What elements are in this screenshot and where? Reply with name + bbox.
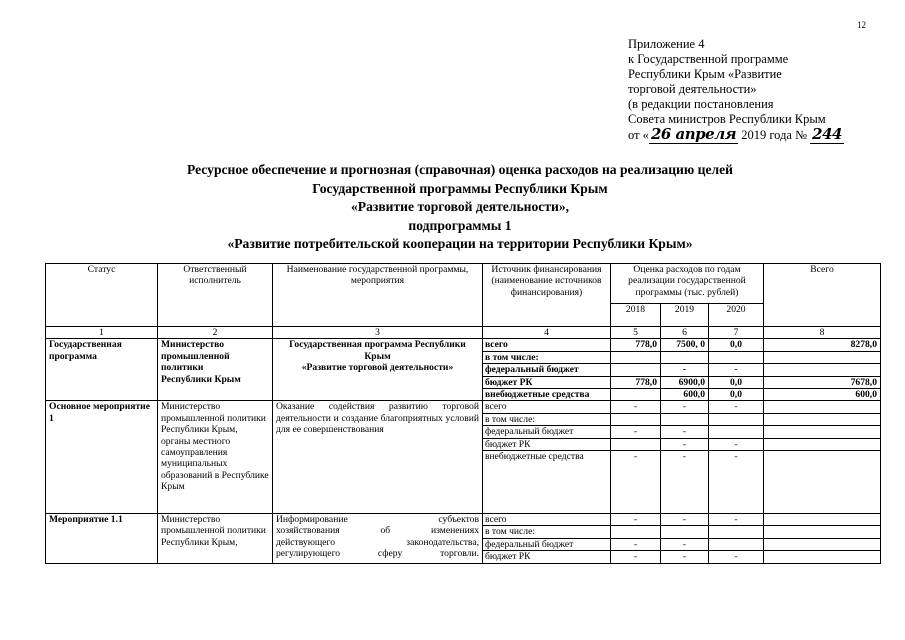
cell-total	[764, 514, 881, 526]
activity-name-line	[276, 514, 479, 525]
row-executor: Министерство промышленной политики Республики Крым, органы местного самоуправления муниципальных образований в Республике Крым	[158, 401, 273, 514]
cell-total	[764, 538, 881, 550]
cell-2019	[661, 526, 709, 538]
appendix-note	[628, 37, 844, 143]
word: хозяйствования	[276, 525, 340, 537]
cell-total	[764, 438, 881, 450]
header-executor: Ответственный исполнитель	[158, 264, 273, 327]
cell-2020: -	[709, 451, 764, 514]
title-line: Государственной программы Республики Крым	[312, 180, 608, 196]
row-source: бюджет РК	[483, 438, 611, 450]
row-source: федеральный бюджет	[483, 538, 611, 550]
cell-2019: -	[661, 401, 709, 413]
header-total: Всего	[764, 264, 881, 327]
cell-2019: 6900,0	[661, 376, 709, 388]
cell-total	[764, 526, 881, 538]
cell-2020: 0,0	[709, 376, 764, 388]
cell-2019: -	[661, 551, 709, 563]
resource-table	[45, 263, 881, 564]
row-source: всего	[483, 401, 611, 413]
cell-2019: -	[661, 426, 709, 438]
cell-2018	[611, 389, 661, 401]
cell-2020	[709, 426, 764, 438]
row-activity-name: Оказание содействия развитию торговой деятельности и создание благоприятных условий для ее совершенствования	[273, 401, 483, 514]
cell-2018: -	[611, 514, 661, 526]
title-line: подпрограммы 1	[408, 217, 512, 233]
cell-total	[764, 426, 881, 438]
cell-2020: -	[709, 401, 764, 413]
cell-2020	[709, 538, 764, 550]
row-status	[46, 514, 158, 564]
appendix-line: (в редакции постановления	[628, 97, 774, 111]
column-number: 5	[611, 327, 661, 339]
cell-2019: -	[661, 538, 709, 550]
row-source: всего	[483, 514, 611, 526]
row-source: внебюджетные средства	[483, 389, 611, 401]
appendix-line: Приложение 4	[628, 37, 705, 51]
column-number: 2	[158, 327, 273, 339]
cell-2018	[611, 364, 661, 376]
cell-2018	[611, 526, 661, 538]
appendix-line: торговой деятельности»	[628, 82, 757, 96]
title-line: Ресурсное обеспечение и прогнозная (справочная) оценка расходов на реализацию целей	[186, 162, 734, 177]
date-prefix: от «	[628, 128, 649, 142]
activity-name-line	[276, 525, 479, 536]
column-number: 6	[661, 327, 709, 339]
header-year-2018: 2018	[611, 304, 661, 327]
row-executor: Министерство промышленной политики Республики Крым,	[158, 514, 273, 564]
appendix-line: к Государственной программе	[628, 52, 789, 66]
row-source: внебюджетные средства	[483, 451, 611, 514]
cell-2018	[611, 438, 661, 450]
column-number: 3	[273, 327, 483, 339]
cell-2020: 0,0	[709, 339, 764, 351]
cell-2018	[611, 351, 661, 363]
word: об	[380, 525, 391, 537]
cell-2019: -	[661, 438, 709, 450]
column-number: 4	[483, 327, 611, 339]
cell-2020: -	[709, 551, 764, 563]
cell-2018: -	[611, 538, 661, 550]
cell-total	[764, 451, 881, 514]
row-status: Государственная программа	[46, 339, 158, 401]
cell-2019: 7500, 0	[661, 339, 709, 351]
row-source: всего	[483, 339, 611, 351]
header-estimate: Оценка расходов по годам реализации государственной программы (тыс. рублей)	[611, 264, 764, 304]
row-status	[46, 401, 158, 514]
word: Информирование	[276, 514, 348, 526]
cell-total	[764, 364, 881, 376]
title-line: «Развитие торговой деятельности»,	[350, 199, 570, 214]
header-year-2019: 2019	[661, 304, 709, 327]
cell-2018: -	[611, 401, 661, 413]
date-suffix: 2019 года №	[741, 128, 808, 142]
cell-total: 8278,0	[764, 339, 881, 351]
cell-2019: 600,0	[661, 389, 709, 401]
status-text: Основное мероприятие 1	[49, 401, 150, 424]
cell-2020	[709, 526, 764, 538]
column-number: 1	[46, 327, 158, 339]
cell-2020	[709, 351, 764, 363]
word: законодательства,	[406, 536, 479, 548]
activity-name-line	[276, 537, 479, 548]
cell-2019: -	[661, 514, 709, 526]
table-row	[46, 339, 881, 351]
row-program-name	[273, 339, 483, 401]
column-number: 8	[764, 327, 881, 339]
cell-2018: 778,0	[611, 376, 661, 388]
row-source: в том числе:	[483, 351, 611, 363]
row-source: федеральный бюджет	[483, 364, 611, 376]
appendix-line: Республики Крым «Развитие	[628, 67, 782, 81]
row-executor: Министерство промышленной политики Республики Крым	[158, 339, 273, 401]
program-name-line: Государственная программа Республики Крым	[289, 339, 466, 362]
cell-2020: -	[709, 438, 764, 450]
word: действующего	[276, 536, 336, 548]
row-activity-name	[273, 514, 483, 564]
title-line: «Развитие потребительской кооперации на территории Республики Крым»	[227, 236, 693, 251]
document-title	[60, 161, 860, 254]
row-source: в том числе:	[483, 413, 611, 425]
cell-2020: 0,0	[709, 389, 764, 401]
cell-total	[764, 413, 881, 425]
cell-total: 600,0	[764, 389, 881, 401]
cell-2018	[611, 413, 661, 425]
cell-2020	[709, 413, 764, 425]
cell-2018: -	[611, 551, 661, 563]
header-source: Источник финансирования (наименование источников финансирования)	[483, 264, 611, 327]
table-row	[46, 514, 881, 526]
word: торговли.	[440, 548, 479, 560]
row-source: бюджет РК	[483, 551, 611, 563]
header-status: Статус	[46, 264, 158, 327]
program-name-line: «Развитие торговой деятельности»	[301, 362, 454, 374]
column-numbers-row	[46, 327, 881, 339]
cell-total	[764, 401, 881, 413]
row-source: в том числе:	[483, 526, 611, 538]
status-text: Мероприятие 1.1	[49, 514, 123, 526]
word: регулирующего	[276, 548, 341, 560]
cell-2018: -	[611, 451, 661, 514]
appendix-line: Совета министров Республики Крым	[628, 112, 826, 126]
cell-2019	[661, 351, 709, 363]
activity-name-line	[276, 548, 479, 559]
cell-2018: 778,0	[611, 339, 661, 351]
word: изменениях	[431, 525, 479, 537]
word: сферу	[377, 548, 403, 560]
handwritten-date: 26 апреля	[650, 125, 737, 143]
header-year-2020: 2020	[709, 304, 764, 327]
cell-2019: -	[661, 364, 709, 376]
appendix-date-line	[628, 127, 844, 143]
cell-total	[764, 551, 881, 563]
handwritten-number: 244	[812, 125, 842, 143]
header-name: Наименование государственной программы, мероприятия	[273, 264, 483, 327]
cell-total: 7678,0	[764, 376, 881, 388]
row-source: бюджет РК	[483, 376, 611, 388]
cell-2019	[661, 413, 709, 425]
word: субъектов	[438, 514, 479, 526]
cell-2019: -	[661, 451, 709, 514]
header-row	[46, 264, 881, 304]
row-source: федеральный бюджет	[483, 426, 611, 438]
cell-2018: -	[611, 426, 661, 438]
cell-2020: -	[709, 514, 764, 526]
column-number: 7	[709, 327, 764, 339]
page-number: 12	[857, 20, 866, 30]
cell-total	[764, 351, 881, 363]
cell-2020: -	[709, 364, 764, 376]
table-row	[46, 401, 881, 413]
